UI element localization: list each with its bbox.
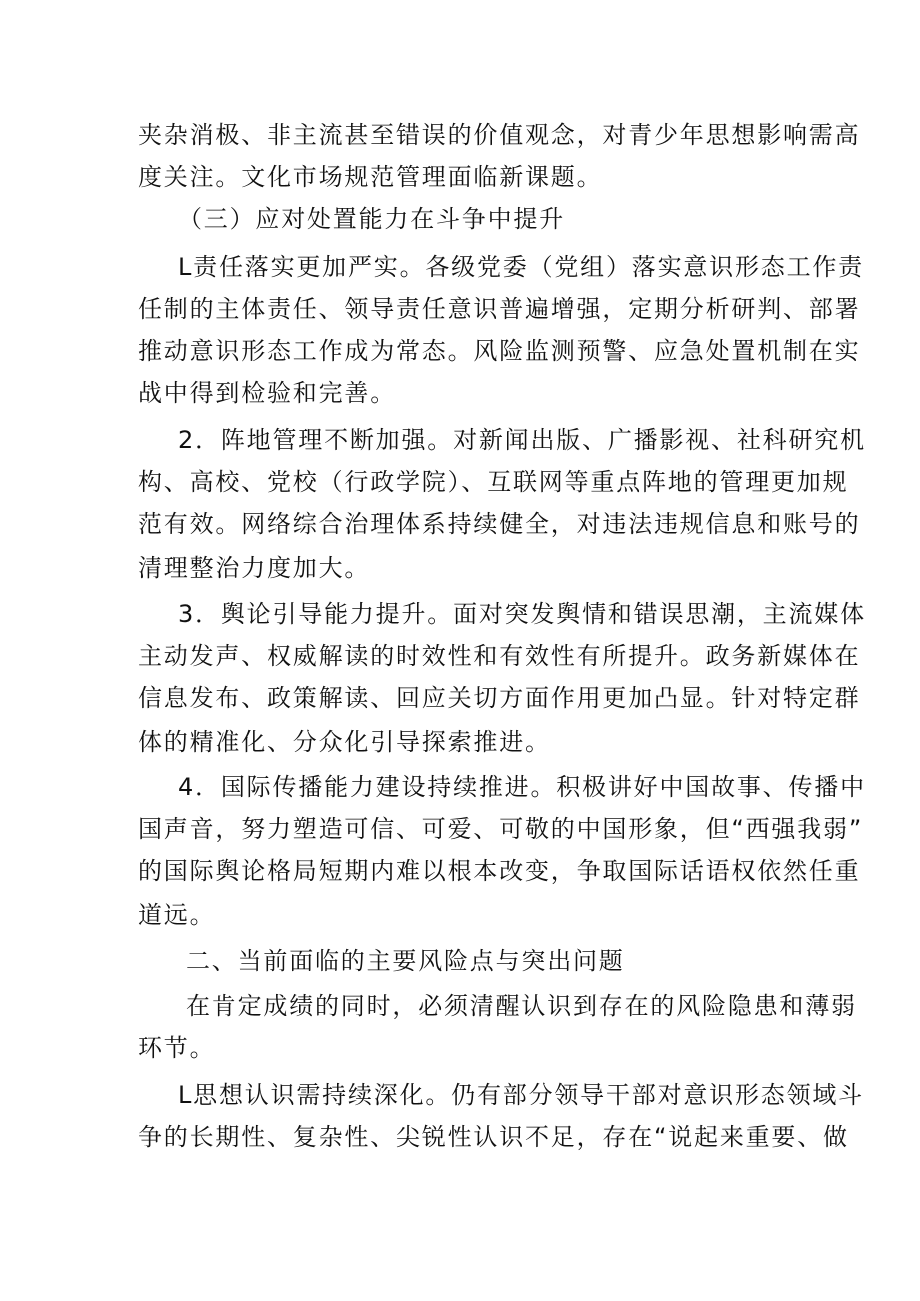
paragraph-first-line: 在肯定成绩的同时，必须清醒认识到存在的风险隐患和薄弱: [186, 992, 857, 1020]
body-text-line: 道远。: [138, 901, 216, 929]
body-text-line: 构、高校、党校（行政学院）、互联网等重点阵地的管理更加规: [138, 468, 849, 496]
body-text-line: 清理整治力度加大。: [138, 554, 371, 582]
body-text-line: 争的长期性、复杂性、尖锐性认识不足，存在“说起来重要、做: [138, 1123, 849, 1151]
paragraph-first-line: 2．阵地管理不断加强。对新闻出版、广播影视、社科研究机: [178, 426, 866, 454]
section-heading: （三）应对处置能力在斗争中提升: [178, 205, 565, 233]
body-text-line: 战中得到检验和完善。: [138, 379, 396, 407]
body-text-line: 任制的主体责任、领导责任意识普遍增强，定期分析研判、部署: [138, 295, 861, 323]
paragraph-first-line: 4．国际传播能力建设持续推进。积极讲好中国故事、传播中: [178, 773, 866, 801]
body-text-line: 夹杂消极、非主流甚至错误的价值观念，对青少年思想影响需高: [138, 121, 861, 149]
section-heading: 二、当前面临的主要风险点与突出问题: [186, 947, 625, 975]
body-text-line: 主动发声、权威解读的时效性和有效性有所提升。政务新媒体在: [138, 642, 861, 670]
body-text-line: 国声音，努力塑造可信、可爱、可敬的中国形象，但“西强我弱”: [138, 815, 864, 843]
body-text-line: 体的精准化、分众化引导探索推进。: [138, 728, 551, 756]
body-text-line: 信息发布、政策解读、回应关切方面作用更加凸显。针对特定群: [138, 684, 861, 712]
body-text-line: 范有效。网络综合治理体系持续健全，对违法违规信息和账号的: [138, 510, 861, 538]
body-text-line: 推动意识形态工作成为常态。风险监测预警、应急处置机制在实: [138, 337, 861, 365]
paragraph-first-line: L思想认识需持续深化。仍有部分领导干部对意识形态领域斗: [178, 1081, 864, 1109]
paragraph-first-line: L责任落实更加严实。各级党委（党组）落实意识形态工作责: [178, 253, 864, 281]
body-text-line: 环节。: [138, 1034, 216, 1062]
body-text-line: 度关注。文化市场规范管理面临新课题。: [138, 163, 603, 191]
body-text-line: 的国际舆论格局短期内难以根本改变，争取国际话语权依然任重: [138, 857, 861, 885]
paragraph-first-line: 3．舆论引导能力提升。面对突发舆情和错误思潮，主流媒体: [178, 600, 866, 628]
